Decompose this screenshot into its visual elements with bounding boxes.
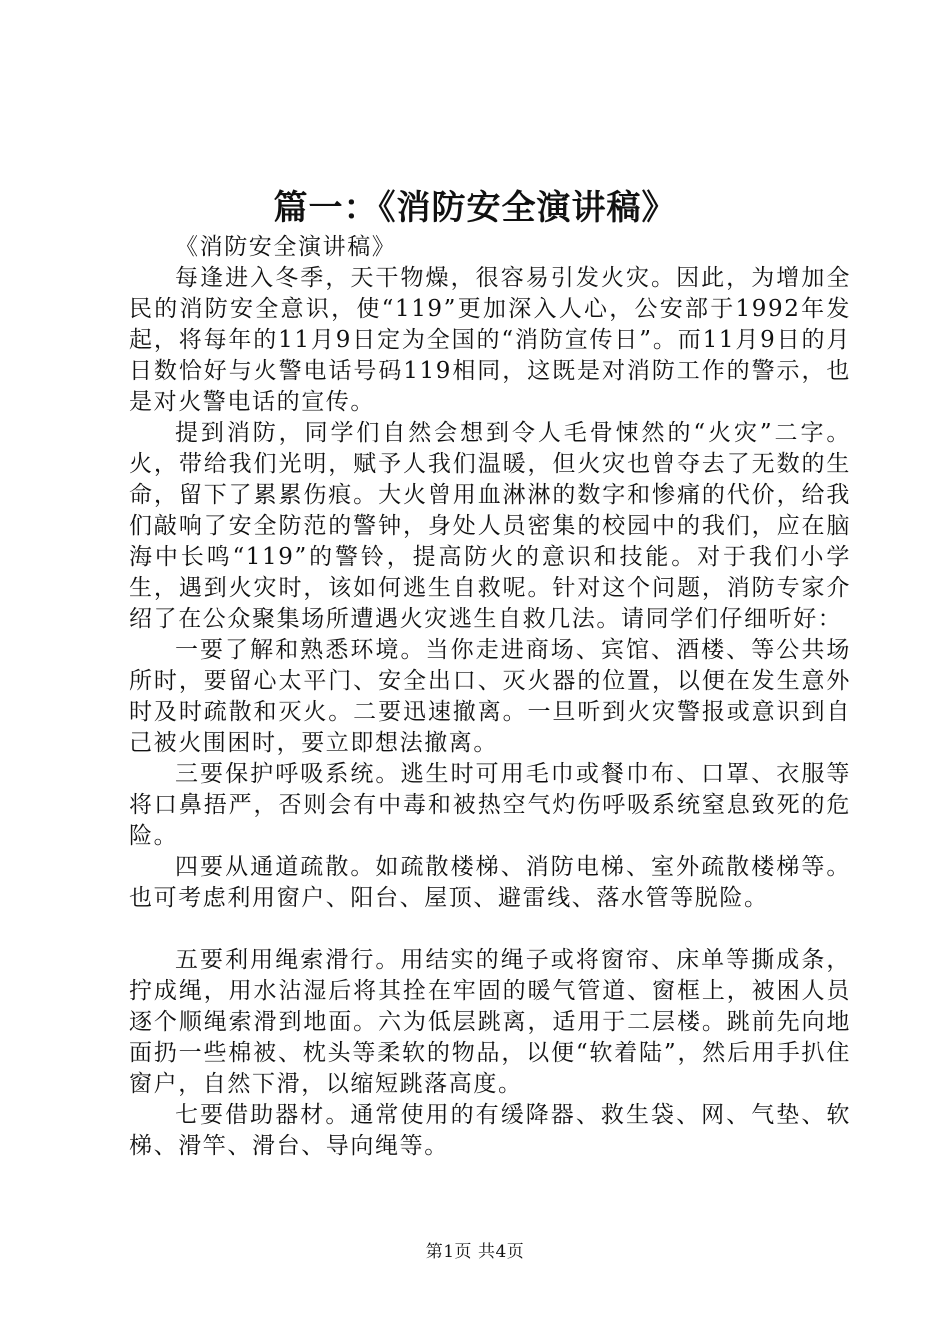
blank-line	[129, 914, 851, 945]
page-footer: 第1页 共4页	[425, 1242, 525, 1262]
paragraph-7: 七要借助器材。通常使用的有缓降器、救生袋、网、气垫、软梯、滑竿、滑台、导向绳等。	[129, 1102, 851, 1159]
paragraph-1: 每逢进入冬季，天干物燥，很容易引发火灾。因此，为增加全民的消防安全意识，使“119”更加深入人心，公安部于1992年发起，将每年的11月9日定为全国的“消防宣传日”。而11月9日的月日数恰好与火警电话号码119相同，这既是对消防工作的警示，也是对火警电话的宣传。	[129, 265, 851, 415]
paragraph-subtitle: 《消防安全演讲稿》	[175, 234, 397, 260]
paragraph-4: 三要保护呼吸系统。逃生时可用毛巾或餐巾布、口罩、衣服等将口鼻捂严，否则会有中毒和被热空气灼伤呼吸系统窒息致死的危险。	[129, 761, 851, 849]
paragraph-6: 五要利用绳索滑行。用结实的绳子或将窗帘、床单等撕成条，拧成绳，用水沾湿后将其拴在牢固的暖气管道、窗框上，被困人员逐个顺绳索滑到地面。六为低层跳离，适用于二层楼。跳前先向地面扔一些棉被、枕头等柔软的物品，以便“软着陆”，然后用手扒住窗户，自然下滑，以缩短跳落高度。	[129, 947, 851, 1097]
document-body	[129, 232, 851, 1162]
paragraph-3: 一要了解和熟悉环境。当你走进商场、宾馆、酒楼、等公共场所时，要留心太平门、安全出口、灭火器的位置，以便在发生意外时及时疏散和灭火。二要迅速撤离。一旦听到火灾警报或意识到自己被火围困时，要立即想法撤离。	[129, 637, 851, 756]
document-title: 篇一：《消防安全演讲稿》	[273, 188, 677, 228]
paragraph-2: 提到消防，同学们自然会想到令人毛骨悚然的“火灾”二字。火，带给我们光明，赋予人我们温暖，但火灾也曾夺去了无数的生命，留下了累累伤痕。大火曾用血淋淋的数字和惨痛的代价，给我们敲响了安全防范的警钟，身处人员密集的校园中的我们，应在脑海中长鸣“119”的警铃，提高防火的意识和技能。对于我们小学生，遇到火灾时，该如何逃生自救呢。针对这个问题，消防专家介绍了在公众聚集场所遭遇火灾逃生自救几法。请同学们仔细听好：	[129, 420, 851, 632]
paragraph-5: 四要从通道疏散。如疏散楼梯、消防电梯、室外疏散楼梯等。也可考虑利用窗户、阳台、屋顶、避雷线、落水管等脱险。	[129, 854, 851, 911]
